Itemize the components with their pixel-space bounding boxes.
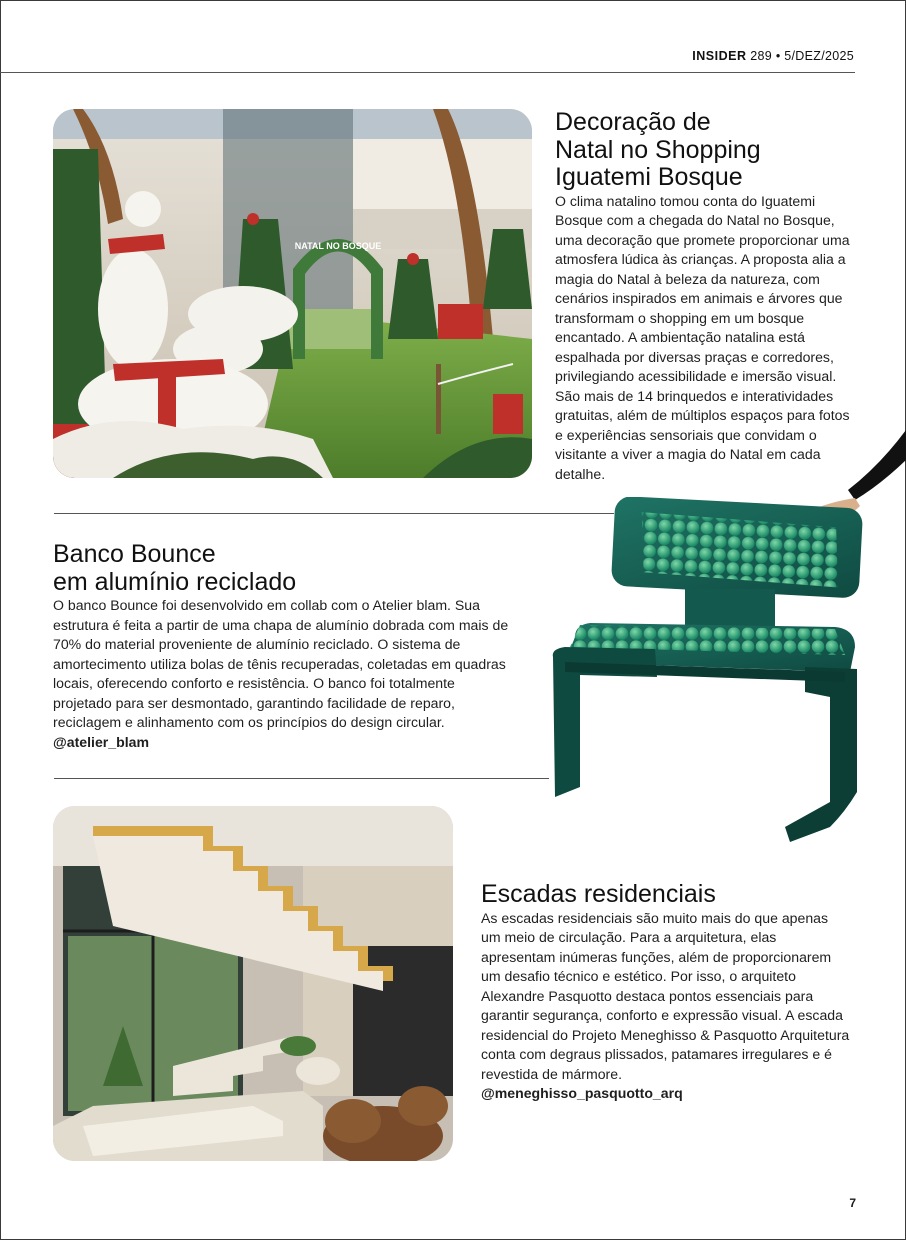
brand-name: INSIDER bbox=[692, 49, 747, 63]
article-stairs bbox=[481, 881, 851, 1104]
article-bench bbox=[53, 541, 513, 752]
issue-header bbox=[692, 49, 854, 63]
issue-number: 289 bbox=[750, 49, 773, 63]
bounce-bench-photo bbox=[545, 497, 865, 847]
title-line: Banco Bounce bbox=[53, 540, 216, 568]
title-line: em alumínio reciclado bbox=[53, 567, 297, 596]
section-divider bbox=[54, 778, 549, 779]
article-bench-title bbox=[53, 541, 513, 596]
title-line: Escadas residenciais bbox=[481, 880, 716, 908]
page-number: 7 bbox=[849, 1196, 856, 1210]
staircase-photo bbox=[53, 806, 453, 1161]
title-line: Iguatemi Bosque bbox=[555, 163, 743, 191]
instagram-handle-atelier[interactable]: @atelier_blam bbox=[53, 733, 149, 750]
article-christmas-title bbox=[555, 109, 850, 192]
header-rule bbox=[0, 72, 855, 73]
article-christmas-body: O clima natalino tomou conta do Iguatemi Bosque com a chegada do Natal no Bosque, uma decoração que promete proporcionar uma atmosfera lúdica às crianças. A proposta alia a magia do Natal à beleza da natureza, com cenários inspirados em animais e árvores que transformam o shopping em um bosque encantado. A ambientação natalina está espalhada por diversas praças e corredores, privilegiando acessibilidade e imersão visual. São mais de 14 brinquedos e interatividades gratuitas, além de múltiplos espaços para fotos e experiências sensoriais que convidam o visitante a viver a magia do Natal em cada detalhe. bbox=[555, 192, 850, 482]
article-bench-text: O banco Bounce foi desenvolvido em collab com o Atelier blam. Sua estrutura é feita a partir de uma chapa de alumínio dobrada com mais de 70% do material proveniente de alumínio reciclado. O sistema de amortecimento utiliza bolas de tênis recuperadas, coletadas em quadras locais, oferecendo conforto e resistência. O banco foi totalmente projetado para ser desmontado, garantindo facilidade de reparo, reciclagem e alinhamento com os princípios do design circular. bbox=[53, 597, 509, 730]
title-line: Natal no Shopping bbox=[555, 135, 761, 164]
article-bench-body bbox=[53, 596, 513, 752]
article-stairs-title bbox=[481, 881, 851, 909]
title-line: Decoração de bbox=[555, 108, 711, 136]
christmas-decoration-photo bbox=[53, 109, 532, 478]
article-stairs-text: As escadas residenciais são muito mais do que apenas um meio de circulação. Para a arquitetura, elas apresentam inúmeras funções, além de proporcionarem um desafio técnico e estético. Por isso, o arquiteto Alexandre Pasquotto destaca pontos essenciais para garantir segurança, conforto e expressão visual. A escada residencial do Projeto Meneghisso & Pasquotto Arquitetura conta com degraus plissados, patamares irregulares e é revestida de mármore. bbox=[481, 909, 850, 1082]
sign-text: NATAL NO BOSQUE bbox=[294, 241, 382, 251]
article-christmas bbox=[555, 109, 850, 484]
issue-date: 5/DEZ/2025 bbox=[784, 49, 854, 63]
header-separator: • bbox=[775, 49, 781, 63]
instagram-handle-meneghisso[interactable]: @meneghisso_pasquotto_arq bbox=[481, 1085, 683, 1101]
section-divider bbox=[54, 513, 614, 514]
article-stairs-body bbox=[481, 909, 851, 1104]
